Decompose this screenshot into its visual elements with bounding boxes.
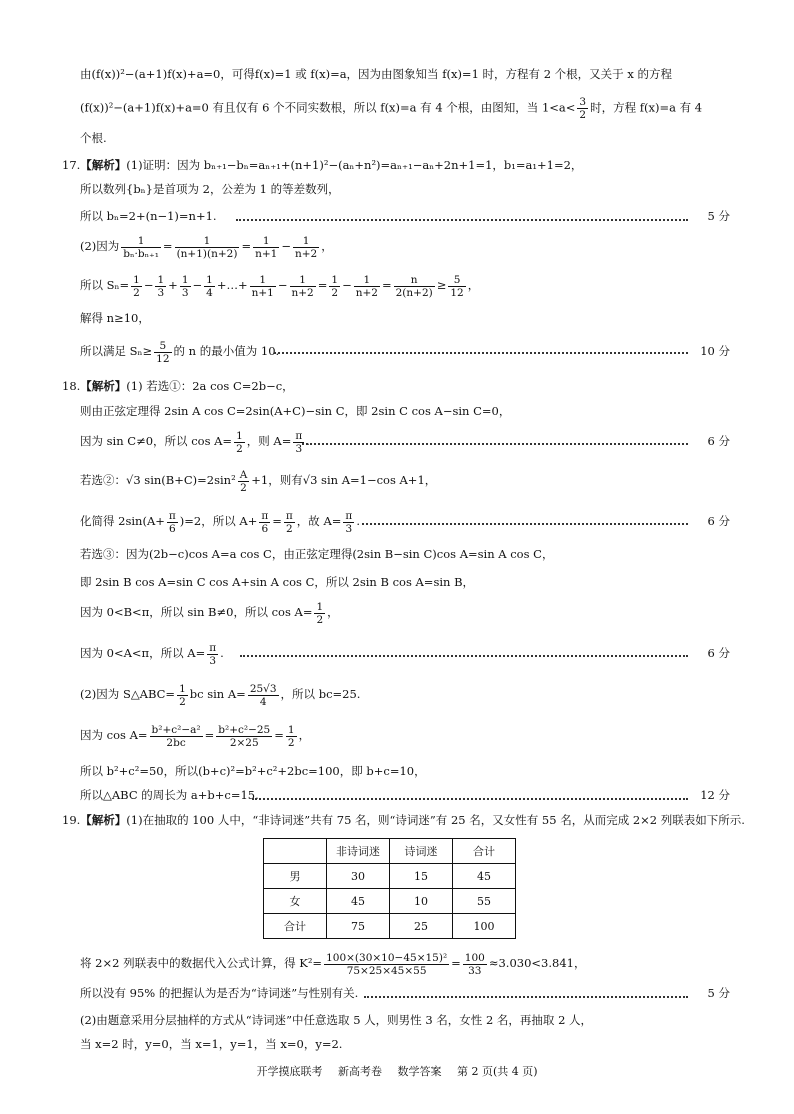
text: (1) 若选①：2a cos C=2b−c，: [126, 379, 294, 393]
text: )=2，所以 A+: [179, 514, 258, 528]
table-cell: 55: [453, 889, 516, 914]
score-label: 6 分: [707, 434, 730, 448]
q19-line-3: 所以没有 95% 的把握认为是否为“诗词迷”与性别有关.: [80, 986, 359, 1000]
text: =: [451, 956, 461, 970]
dotted-leader: [364, 996, 688, 998]
fraction: $\frac{5}{12}$: [156, 339, 170, 365]
footer-paper-type: 新高考卷: [337, 1065, 382, 1078]
text: .: [356, 514, 360, 528]
q17-line-6: 解得 n≥10，: [80, 311, 150, 325]
fraction: [577, 96, 588, 121]
text: ，则 A=: [246, 434, 292, 448]
q18-line-6: 若选③：因为(2b−c)cos A=a cos C，由正弦定理得(2sin B−sin C)cos A=sin A cos C，: [80, 547, 554, 561]
table-cell: 100: [453, 914, 516, 939]
text: 的 n 的最小值为 10.: [173, 344, 280, 358]
text: 若选②：√3 sin(B+C)=2sin²: [80, 473, 236, 487]
denominator: 2: [579, 109, 587, 121]
score-label: 12 分: [700, 788, 730, 802]
table-cell: 75: [327, 914, 390, 939]
q16-line-2-text-a: (f(x))²−(a+1)f(x)+a=0 有且仅有 6 个不同实数根，所以 f(x)=a 有 4 个根，由图知，当 1<a<: [80, 100, 576, 115]
q16-line-2-text-b: 时，方程 f(x)=a 有 4: [590, 100, 703, 115]
q17-text-1: (1)证明：因为 bₙ₊₁−bₙ=aₙ₊₁+(n+1)²−(aₙ+n²)=aₙ₊₁−aₙ+2n+1=1，b₁=a₁+1=2，: [126, 158, 583, 172]
fraction: $\frac{\text{b²+c²−25}}{2\times 25}$: [218, 723, 271, 749]
score-label: 5 分: [707, 209, 730, 223]
score-label: 5 分: [707, 986, 730, 1000]
fraction: $\frac{1}{n+2}$: [355, 273, 378, 299]
fraction: $\frac{1}{2}$: [287, 723, 295, 749]
q19-line-1: [62, 813, 745, 827]
table-cell: 45: [327, 889, 390, 914]
table-header-row: [264, 839, 516, 864]
text: .: [306, 434, 310, 448]
q18-line-13: 所以△ABC 的周长为 a+b+c=15.: [80, 788, 259, 802]
q17-line-5: 所以 Sₙ= $\frac{1}{2}$ − $\frac{1}{3}$ + $\frac{1}{3}$ − $\frac{1}{4}$ +…+ $\frac{1}{n+1}$ − $\frac{1}{n+2}$ = $\frac{1}{2}$ − $\frac{1}{n+2}$ = $\frac{n}{2(n+2)}$ ≥ $\frac{5}{12}$ ，: [80, 273, 480, 299]
text: (2)因为 S△ABC=: [80, 687, 176, 701]
fraction: $\frac{A}{2}$: [239, 468, 248, 494]
table-cell: 15: [390, 864, 453, 889]
fraction: $\frac{1}{3}$: [181, 273, 189, 299]
fraction: $\frac{1}{n+2}$: [291, 273, 314, 299]
table-header-cell: [264, 839, 327, 864]
dotted-leader: [236, 219, 688, 221]
question-number: 19.: [62, 813, 81, 827]
text: 因为 0<B<π，所以 sin B≠0，所以 cos A=: [80, 605, 313, 619]
text: ≈3.030<3.841，: [488, 956, 586, 970]
footer-subject: 数学答案: [397, 1065, 442, 1078]
fraction: $\frac{1}{3}$: [157, 273, 165, 299]
fraction: $\frac{\pi}{6}$: [261, 509, 269, 535]
text: 所以 Sₙ=: [80, 278, 130, 292]
fraction: $\frac{5}{12}$: [450, 273, 464, 299]
fraction: $\frac{1}{\text{bₙ·bₙ₊₁}}$: [123, 234, 159, 260]
text: ，: [327, 605, 339, 619]
table-row: [264, 914, 516, 939]
fraction: $\frac{1}{2}$: [179, 682, 186, 708]
fraction: $\frac{1}{2}$: [331, 273, 339, 299]
q16-line-3: 个根.: [80, 131, 107, 145]
q17-line-7: [80, 338, 279, 365]
fraction: $\frac{25√3}{4}$: [249, 682, 277, 708]
q18-line-3: [80, 428, 310, 455]
text: +1，则有√3 sin A=1−cos A+1，: [251, 473, 437, 487]
text: (2)因为: [80, 239, 120, 253]
score-label: 6 分: [707, 646, 730, 660]
q18-line-11: 因为 cos A= $\frac{\text{b²+c²−a²}}{2bc}$ = $\frac{\text{b²+c²−25}}{2\times 25}$ = $\frac{1}{2}$ ，: [80, 723, 311, 749]
table-cell: 25: [390, 914, 453, 939]
fraction: $\frac{\text{b²+c²−a²}}{2bc}$: [151, 723, 201, 749]
fraction: $\frac{1}{n+1}$: [255, 234, 278, 260]
text: 化简得 2sin(A+: [80, 514, 165, 528]
table-cell: 女: [264, 889, 327, 914]
fraction: $\frac{1}{n+1}$: [251, 273, 274, 299]
q18-line-4: [80, 467, 436, 494]
page-footer: [0, 1063, 794, 1079]
text: =: [272, 514, 282, 528]
table-row: [264, 864, 516, 889]
dotted-leader: [302, 443, 688, 445]
analysis-tag: 【解析】: [80, 379, 127, 393]
score-label: 10 分: [700, 344, 730, 358]
table-cell: 30: [327, 864, 390, 889]
table-header-cell: 非诗词迷: [327, 839, 390, 864]
fraction: $\frac{\pi}{6}$: [168, 509, 176, 535]
table-row: [264, 889, 516, 914]
analysis-tag: 【解析】: [80, 813, 127, 827]
q17-line-2: 所以数列{bₙ}是首项为 2，公差为 1 的等差数列，: [80, 182, 340, 196]
text: (1)在抽取的 100 人中，“非诗词迷”共有 75 名，则“诗词迷”有 25 名，又女性有 55 名，从而完成 2×2 列联表如下所示.: [126, 813, 745, 827]
fraction: $\frac{1}{2}$: [316, 600, 324, 626]
fraction: $\frac{\pi}{2}$: [285, 509, 293, 535]
fraction: $\frac{\pi}{3}$: [345, 509, 353, 535]
text: bc sin A=: [189, 687, 246, 701]
score-label: 6 分: [707, 514, 730, 528]
fraction: $\frac{1}{n+2}$: [294, 234, 318, 260]
q18-line-7: 即 2sin B cos A=sin C cos A+sin A cos C，所以 2sin B cos A=sin B，: [80, 575, 475, 589]
q18-line-2: 则由正弦定理得 2sin A cos C=2sin(A+C)−sin C，即 2sin C cos A−sin C=0，: [80, 404, 511, 418]
table-cell: 合计: [264, 914, 327, 939]
table-header-cell: 合计: [453, 839, 516, 864]
fraction: $\frac{1}{2}$: [236, 429, 243, 455]
question-number: 17.: [62, 158, 81, 172]
q19-line-5: 当 x=2 时，y=0，当 x=1，y=1，当 x=0，y=2.: [80, 1037, 343, 1051]
text: .: [220, 646, 224, 660]
text: 将 2×2 列联表中的数据代入公式计算，得 K²=: [80, 956, 323, 970]
analysis-tag: 【解析】: [80, 158, 127, 172]
question-number: 18.: [62, 379, 81, 393]
fraction: $\frac{100}{33}$: [464, 951, 485, 977]
table-cell: 45: [453, 864, 516, 889]
numerator: 3: [579, 96, 587, 108]
dotted-leader: [362, 523, 688, 525]
q18-line-10: [80, 681, 360, 708]
q18-line-12: 所以 b²+c²=50，所以(b+c)²=b²+c²+2bc=100，即 b+c=10，: [80, 764, 426, 778]
q17-line-3: 所以 bₙ=2+(n−1)=n+1.: [80, 209, 217, 223]
dotted-leader: [252, 798, 688, 800]
footer-exam-name: 开学摸底联考: [256, 1065, 323, 1078]
q18-line-8: [80, 599, 339, 626]
fraction: $\frac{\text{100×(30×10−45×15)²}}{75\times 25\times 45\times 55}$: [326, 951, 448, 977]
text: 因为 0<A<π，所以 A=: [80, 646, 206, 660]
q19-line-2: [80, 950, 585, 977]
text: 因为 sin C≠0，所以 cos A=: [80, 434, 233, 448]
table-cell: 10: [390, 889, 453, 914]
fraction: $\frac{1}{(n+1)(n+2)}$: [176, 234, 238, 260]
q16-line-2: [80, 96, 702, 121]
q17-line-1: [62, 158, 582, 172]
q18-line-1: [62, 379, 294, 393]
q16-line-1: 由(f(x))²−(a+1)f(x)+a=0，可得f(x)=1 或 f(x)=a，因为由图象知当 f(x)=1 时，方程有 2 个根，又关于 x 的方程: [80, 67, 672, 81]
fraction: $\frac{n}{2(n+2)}$: [395, 273, 433, 299]
q18-line-9: [80, 640, 224, 667]
fraction: $\frac{1}{4}$: [206, 273, 213, 299]
q17-line-4: (2)因为 $\frac{1}{\text{bₙ·bₙ₊₁}}$ = $\frac{1}{(n+1)(n+2)}$ = $\frac{1}{n+1}$ − $\frac{1}{n+2}$ ，: [80, 234, 333, 260]
fraction: $\frac{\pi}{3}$: [209, 641, 217, 667]
text: ，故 A=: [296, 514, 342, 528]
table-cell: 男: [264, 864, 327, 889]
contingency-table: [263, 838, 516, 939]
text: ，所以 bc=25.: [280, 687, 361, 701]
text: ，: [298, 728, 311, 742]
q18-line-5: [80, 508, 360, 535]
dotted-leader: [240, 655, 688, 657]
text: 因为 cos A=: [80, 728, 148, 742]
text: 所以满足 Sₙ≥: [80, 344, 153, 358]
dotted-leader: [274, 352, 688, 354]
table-header-cell: 诗词迷: [390, 839, 453, 864]
fraction: $\frac{\pi}{3}$: [295, 429, 303, 455]
footer-page-number: 第 2 页(共 4 页): [456, 1065, 538, 1078]
fraction: $\frac{1}{2}$: [133, 273, 140, 299]
q19-line-4: (2)由题意采用分层抽样的方式从“诗词迷”中任意选取 5 人，则男性 3 名，女性 2 名，再抽取 2 人，: [80, 1013, 593, 1027]
